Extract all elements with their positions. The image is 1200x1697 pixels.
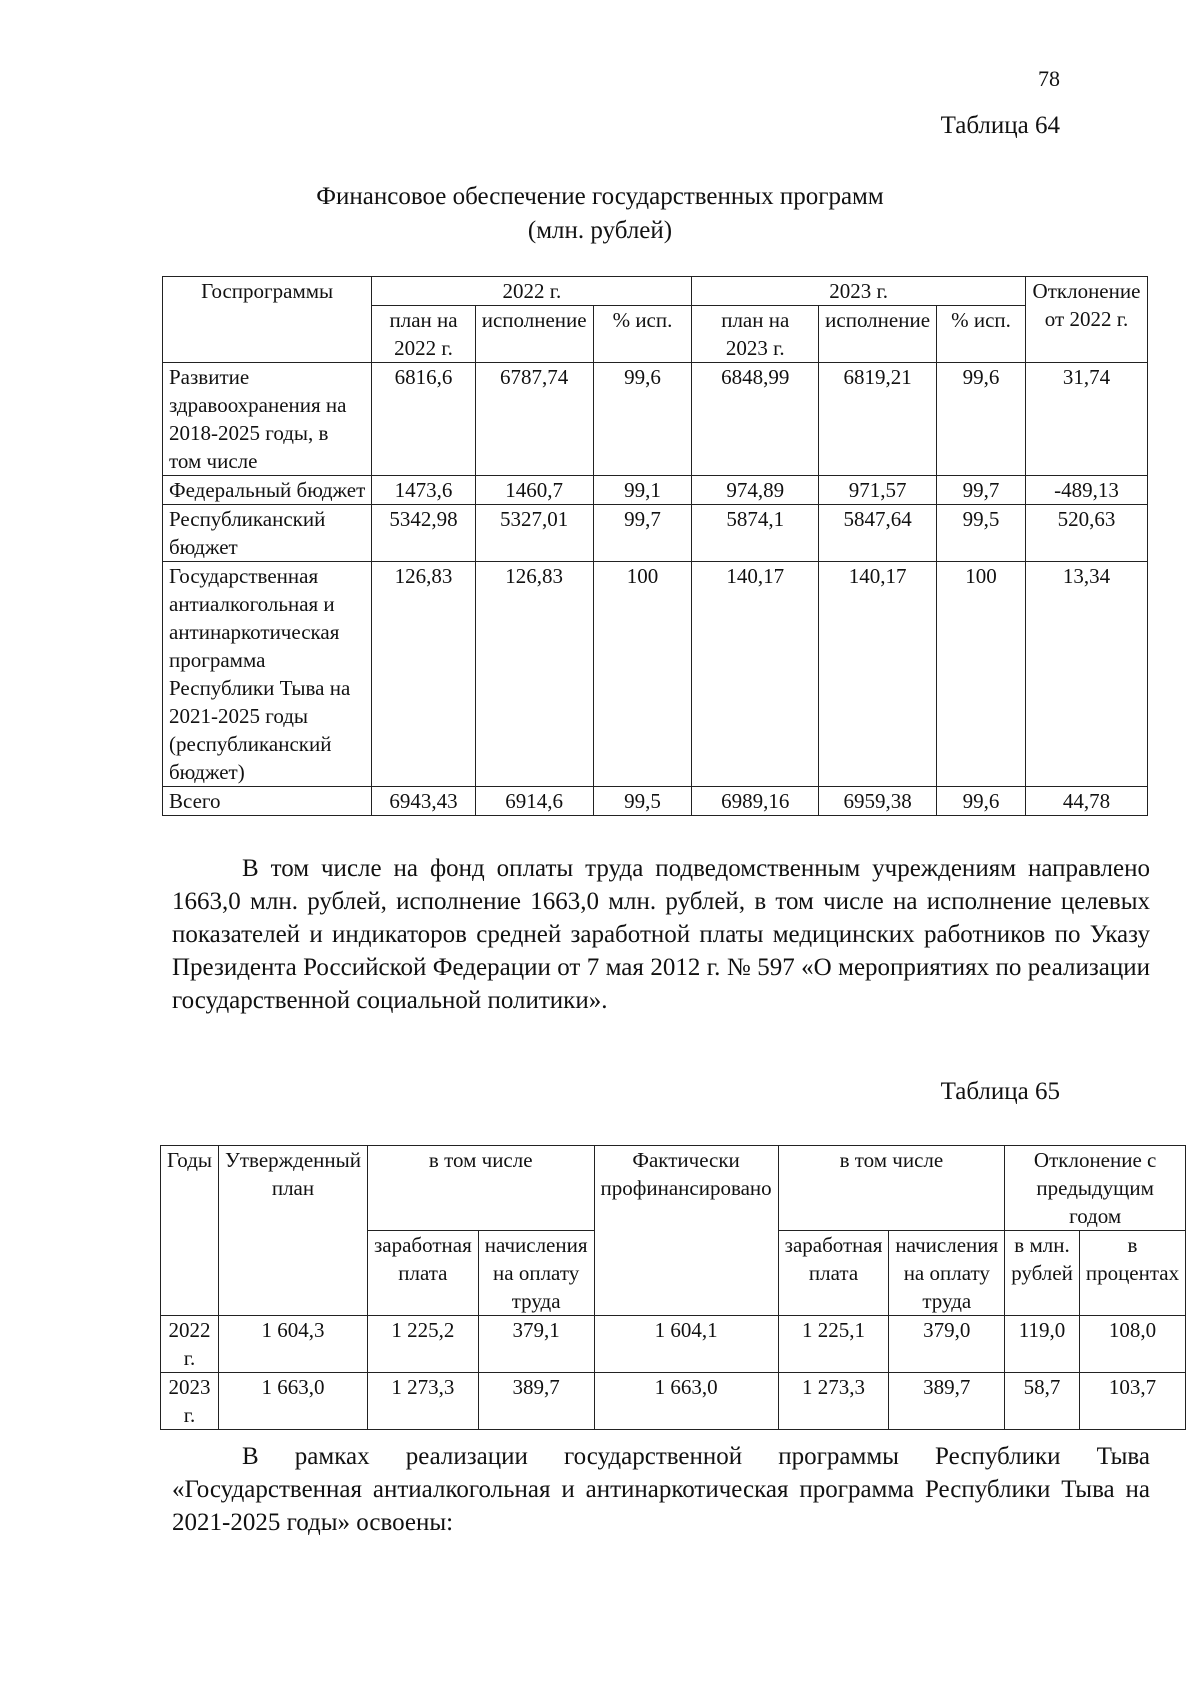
plan-2023: 974,89: [692, 476, 819, 505]
percent-2022: 99,1: [593, 476, 692, 505]
table-row: [163, 562, 1148, 787]
salary-actual: 1 225,1: [778, 1316, 889, 1373]
accruals-actual: 379,0: [889, 1316, 1005, 1373]
header-deviation: Отклонение от 2022 г.: [1026, 277, 1148, 363]
accruals-plan: 389,7: [478, 1373, 594, 1430]
table-row: [163, 363, 1148, 476]
header-actual-funded: Фактически профинансировано: [594, 1146, 778, 1316]
execution-2023: 6819,21: [819, 363, 937, 476]
plan-2022: 6943,43: [372, 787, 475, 816]
salary-plan: 1 225,2: [367, 1316, 478, 1373]
deviation-pct: 108,0: [1079, 1316, 1185, 1373]
actual-funded: 1 663,0: [594, 1373, 778, 1430]
percent-2023: 99,5: [937, 505, 1026, 562]
percent-2022: 100: [593, 562, 692, 787]
header-year-2022: 2022 г.: [372, 277, 692, 306]
header-plan-2022: план на 2022 г.: [372, 306, 475, 363]
deviation-mln: 58,7: [1005, 1373, 1080, 1430]
salary-plan: 1 273,3: [367, 1373, 478, 1430]
accruals-actual: 389,7: [889, 1373, 1005, 1430]
execution-2022: 6787,74: [475, 363, 593, 476]
header-mln-rub: в млн. рублей: [1005, 1231, 1080, 1316]
header-accruals-actual: начисления на оплату труда: [889, 1231, 1005, 1316]
percent-2023: 99,6: [937, 787, 1026, 816]
table-64: [162, 276, 1148, 816]
year: 2023 г.: [161, 1373, 219, 1430]
accruals-plan: 379,1: [478, 1316, 594, 1373]
percent-2023: 99,7: [937, 476, 1026, 505]
table-64-title: Финансовое обеспечение государственных программ: [316, 183, 884, 210]
table-total-row: [163, 787, 1148, 816]
deviation: 44,78: [1026, 787, 1148, 816]
program-name: Всего: [163, 787, 372, 816]
plan-2022: 126,83: [372, 562, 475, 787]
approved-plan: 1 604,3: [218, 1316, 367, 1373]
plan-2022: 1473,6: [372, 476, 475, 505]
header-including-actual: в том числе: [778, 1146, 1005, 1231]
percent-2023: 99,6: [937, 363, 1026, 476]
header-approved-plan: Утвержденный план: [218, 1146, 367, 1316]
execution-2023: 6959,38: [819, 787, 937, 816]
header-percent-2022: % исп.: [593, 306, 692, 363]
table-row: [161, 1373, 1186, 1430]
approved-plan: 1 663,0: [218, 1373, 367, 1430]
salary-actual: 1 273,3: [778, 1373, 889, 1430]
table-65: [160, 1145, 1186, 1430]
deviation: 31,74: [1026, 363, 1148, 476]
table-64-subtitle: (млн. рублей): [527, 217, 673, 244]
deviation-pct: 103,7: [1079, 1373, 1185, 1430]
header-salary-actual: заработная плата: [778, 1231, 889, 1316]
header-salary-plan: заработная плата: [367, 1231, 478, 1316]
table-header-row: [163, 277, 1148, 306]
plan-2023: 5874,1: [692, 505, 819, 562]
table-64-caption: Таблица 64: [940, 112, 1060, 139]
program-name: Республиканский бюджет: [163, 505, 372, 562]
deviation-mln: 119,0: [1005, 1316, 1080, 1373]
program-name: Государственная антиалкогольная и антинаркотическая программа Республики Тыва на 2021-2025 годы (республиканский бюджет): [163, 562, 372, 787]
deviation: 520,63: [1026, 505, 1148, 562]
header-including-plan: в том числе: [367, 1146, 594, 1231]
execution-2022: 6914,6: [475, 787, 593, 816]
header-execution-2022: исполнение: [475, 306, 593, 363]
plan-2023: 6989,16: [692, 787, 819, 816]
paragraph-program-intro: В рамках реализации государственной программы Республики Тыва «Государственная антиалкогольная и антинаркотическая программа Республики Тыва на 2021-2025 годы» освоены:: [172, 1443, 1150, 1536]
plan-2022: 5342,98: [372, 505, 475, 562]
plan-2022: 6816,6: [372, 363, 475, 476]
program-name: Федеральный бюджет: [163, 476, 372, 505]
header-years: Годы: [161, 1146, 219, 1316]
header-percent-2023: % исп.: [937, 306, 1026, 363]
actual-funded: 1 604,1: [594, 1316, 778, 1373]
program-name: Развитие здравоохранения на 2018-2025 годы, в том числе: [163, 363, 372, 476]
execution-2022: 1460,7: [475, 476, 593, 505]
percent-2022: 99,5: [593, 787, 692, 816]
deviation: -489,13: [1026, 476, 1148, 505]
header-deviation-prev: Отклонение с предыдущим годом: [1005, 1146, 1186, 1231]
table-row: [161, 1316, 1186, 1373]
header-percent: в процентах: [1079, 1231, 1185, 1316]
header-plan-2023: план на 2023 г.: [692, 306, 819, 363]
execution-2022: 126,83: [475, 562, 593, 787]
table-header-row: [161, 1146, 1186, 1231]
percent-2023: 100: [937, 562, 1026, 787]
execution-2022: 5327,01: [475, 505, 593, 562]
page-number: 78: [1038, 66, 1060, 91]
percent-2022: 99,7: [593, 505, 692, 562]
plan-2023: 140,17: [692, 562, 819, 787]
header-year-2023: 2023 г.: [692, 277, 1026, 306]
header-programs: Госпрограммы: [163, 277, 372, 363]
deviation: 13,34: [1026, 562, 1148, 787]
header-accruals-plan: начисления на оплату труда: [478, 1231, 594, 1316]
year: 2022 г.: [161, 1316, 219, 1373]
percent-2022: 99,6: [593, 363, 692, 476]
table-row: [163, 505, 1148, 562]
table-64-title-block: [0, 180, 1200, 248]
plan-2023: 6848,99: [692, 363, 819, 476]
table-65-caption: Таблица 65: [940, 1078, 1060, 1105]
execution-2023: 971,57: [819, 476, 937, 505]
execution-2023: 5847,64: [819, 505, 937, 562]
paragraph-payroll: В том числе на фонд оплаты труда подведомственным учреждениям направлено 1663,0 млн. рублей, исполнение 1663,0 млн. рублей, в том числе на исполнение целевых показателей и индикаторов средней заработной платы медицинских работников по Указу Президента Российской Федерации от 7 мая 2012 г. № 597 «О мероприятиях по реализации государственной социальной политики».: [172, 855, 1150, 1014]
header-execution-2023: исполнение: [819, 306, 937, 363]
execution-2023: 140,17: [819, 562, 937, 787]
table-row: [163, 476, 1148, 505]
